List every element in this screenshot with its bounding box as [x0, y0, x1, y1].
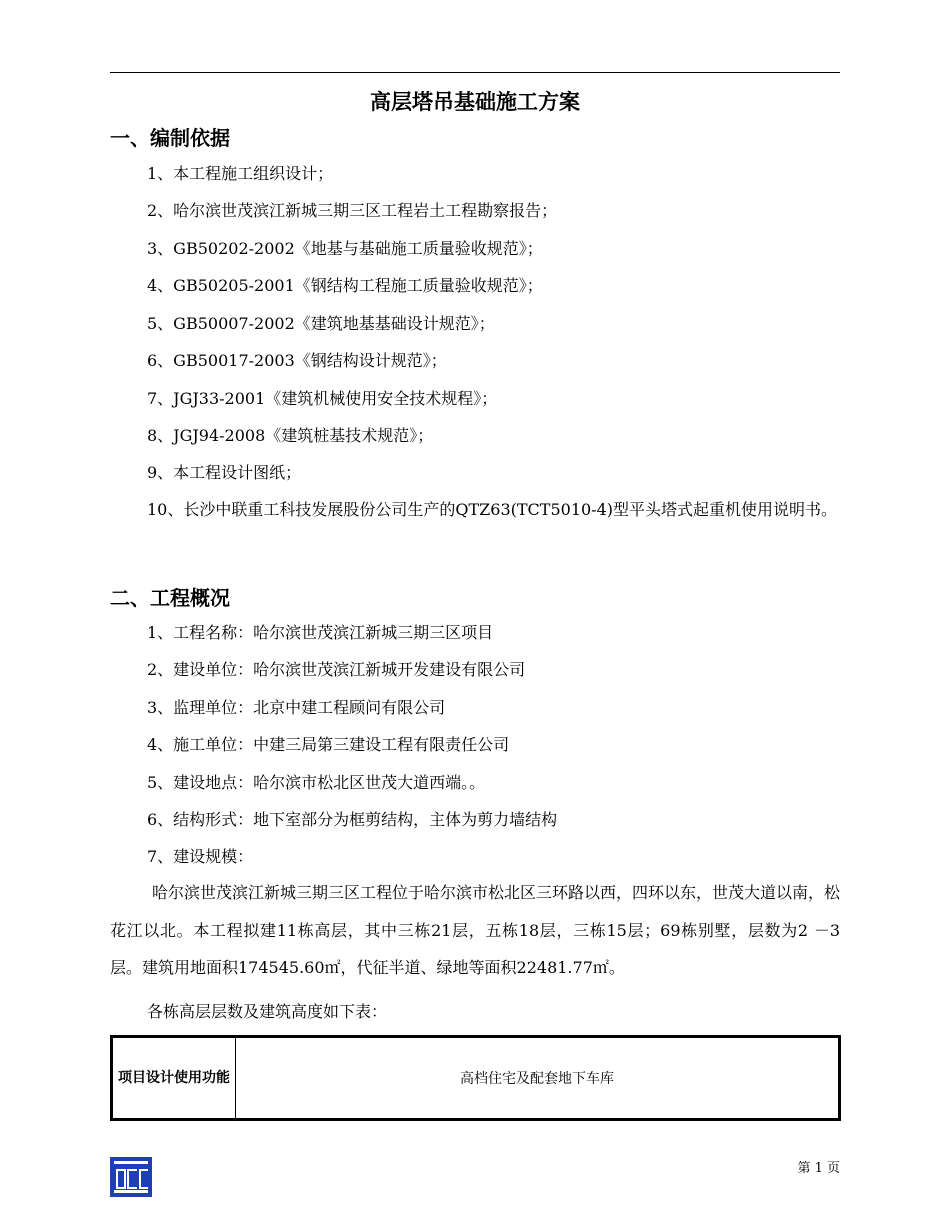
basis-item: 6、GB50017-2003《钢结构设计规范》；: [147, 351, 447, 370]
basis-item: 2、哈尔滨世茂滨江新城三期三区工程岩土工程勘察报告；: [147, 201, 558, 220]
table-row: [112, 1037, 840, 1120]
overview-item: 3、监理单位：北京中建工程顾问有限公司: [147, 698, 446, 717]
overview-item: 6、结构形式：地下室部分为框剪结构，主体为剪力墙结构: [147, 810, 558, 829]
basis-item: 8、JGJ94-2008《建筑桩基技术规范》；: [147, 426, 434, 445]
header-rule: [110, 72, 840, 73]
basis-item: 9、本工程设计图纸；: [147, 463, 302, 482]
basis-item: 4、GB50205-2001《钢结构工程施工质量验收规范》；: [147, 276, 543, 295]
table-label-cell: 项目设计使用功能: [112, 1037, 236, 1120]
basis-item: 5、GB50007-2002《建筑地基基础设计规范》；: [147, 314, 495, 333]
building-table: [110, 1035, 841, 1121]
basis-item: 3、GB50202-2002《地基与基础施工质量验收规范》；: [147, 239, 543, 258]
overview-item: 2、建设单位：哈尔滨世茂滨江新城开发建设有限公司: [147, 660, 526, 679]
overview-item: 4、施工单位：中建三局第三建设工程有限责任公司: [147, 735, 510, 754]
cscec-logo-icon: [110, 1157, 152, 1197]
page-title: 高层塔吊基础施工方案: [370, 90, 580, 114]
overview-item: 1、工程名称：哈尔滨世茂滨江新城三期三区项目: [147, 623, 494, 642]
basis-item-10: 10、长沙中联重工科技发展股份公司生产的QTZ63(TCT5010-4)型平头塔式起重机使用说明书。: [147, 500, 838, 519]
section-heading-basis: 一、编制依据: [110, 126, 230, 150]
scale-paragraph: 哈尔滨世茂滨江新城三期三区工程位于哈尔滨市松北区三环路以西，四环以东，世茂大道以南，松花江以北。本工程拟建11栋高层，其中三栋21层，五栋18层，三栋15层；69栋别墅，层数为2 －3层。建筑用地面积174545.60㎡，代征半道、绿地等面积22481.77㎡。: [110, 883, 841, 977]
table-intro: 各栋高层层数及建筑高度如下表：: [147, 1002, 388, 1021]
page-number: 第 1 页: [797, 1161, 840, 1176]
overview-item: 5、建设地点：哈尔滨市松北区世茂大道西端。。: [147, 773, 486, 792]
table-value-cell: 高档住宅及配套地下车库: [236, 1037, 840, 1120]
basis-item: 7、JGJ33-2001《建筑机械使用安全技术规程》；: [147, 389, 498, 408]
overview-item: 7、建设规模：: [147, 847, 254, 866]
section-heading-overview: 二、工程概况: [110, 586, 230, 610]
basis-item: 1、本工程施工组织设计；: [147, 164, 334, 183]
